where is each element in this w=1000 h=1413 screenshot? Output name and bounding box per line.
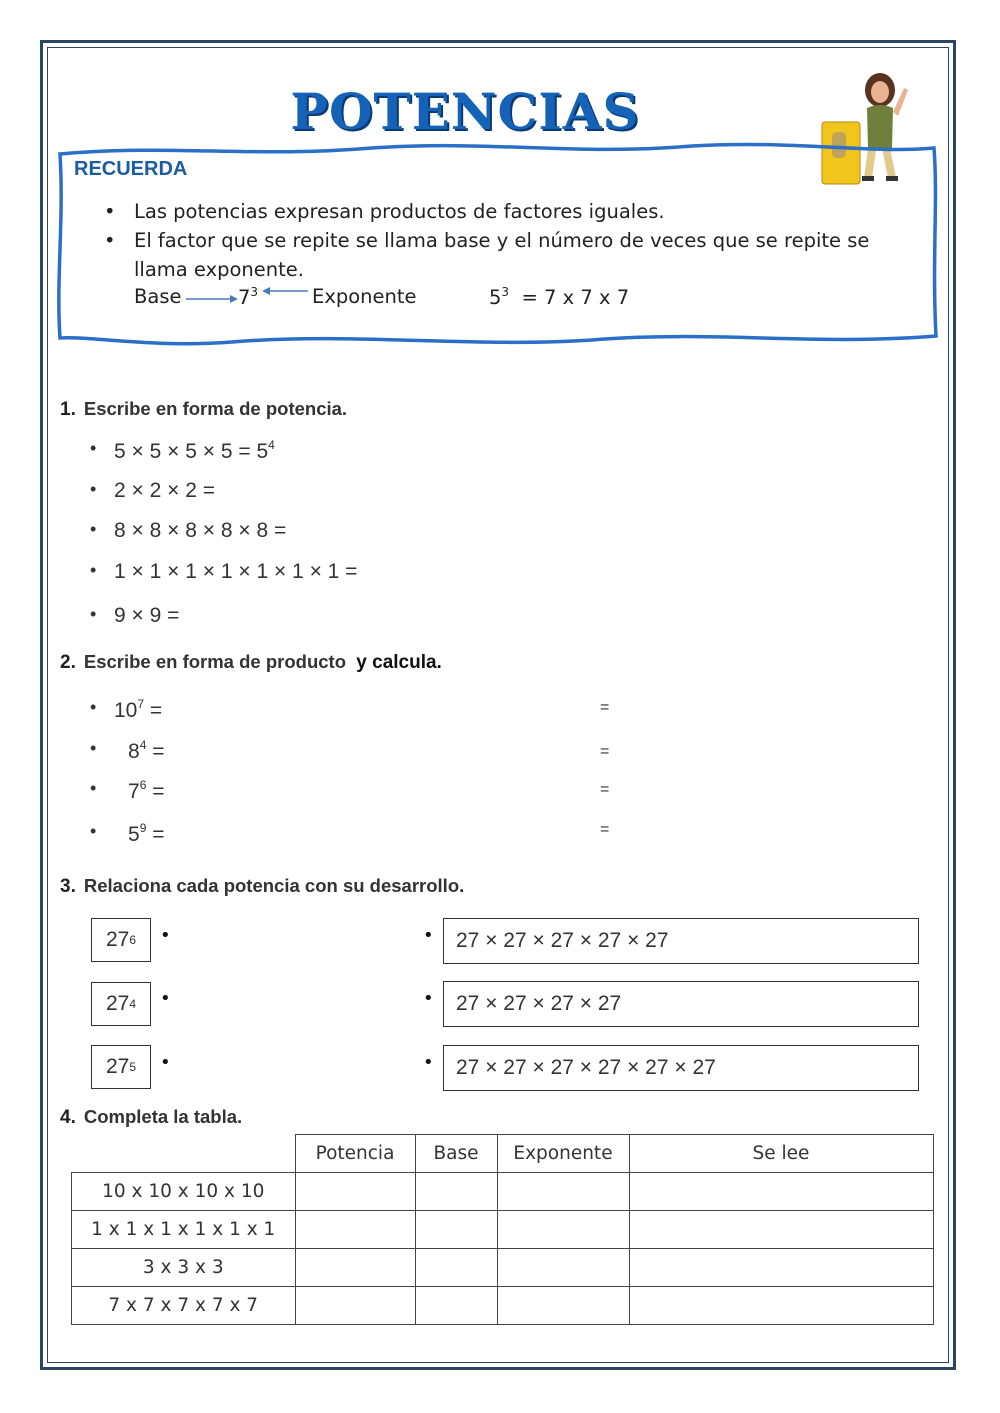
table-header-cell: Se lee [629, 1135, 933, 1173]
table-row [72, 1249, 934, 1287]
answer-cell[interactable] [295, 1249, 415, 1287]
answer-cell[interactable] [629, 1249, 933, 1287]
equals-sign: = [600, 743, 610, 760]
match-dot-left[interactable]: • [160, 925, 171, 946]
answer-cell[interactable] [497, 1287, 629, 1325]
recuerda-bullet-list [104, 197, 914, 284]
answer-cell[interactable] [497, 1211, 629, 1249]
bullet-dot-icon: • [104, 229, 116, 252]
powers-table [71, 1134, 934, 1325]
answer-cell[interactable] [497, 1173, 629, 1211]
expansion-box: 27 × 27 × 27 × 27 × 27 × 27 [443, 1045, 919, 1091]
answer-cell[interactable] [629, 1211, 933, 1249]
power-box: 27 5 [91, 1045, 151, 1089]
section-1-title: 1. Escribe en forma de potencia. [60, 398, 348, 420]
match-dot-right[interactable]: • [423, 988, 434, 1009]
base-exponent-arrows [180, 282, 320, 306]
match-dot-left[interactable]: • [160, 988, 171, 1009]
answer-cell[interactable] [295, 1211, 415, 1249]
table-header-row [72, 1135, 934, 1173]
table-header-cell: Base [415, 1135, 497, 1173]
exponent-label: Exponente [312, 285, 417, 308]
answer-cell[interactable] [629, 1287, 933, 1325]
power-box: 27 6 [91, 918, 151, 962]
answer-cell[interactable] [415, 1211, 497, 1249]
match-dot-right[interactable]: • [423, 1052, 434, 1073]
table-corner-cell [72, 1135, 296, 1173]
table-row [72, 1287, 934, 1325]
equals-sign: = [600, 781, 610, 798]
answer-cell[interactable] [295, 1287, 415, 1325]
equals-sign: = [600, 699, 610, 716]
table-row-label: 3 x 3 x 3 [72, 1249, 296, 1287]
table-row-label: 1 x 1 x 1 x 1 x 1 x 1 [72, 1211, 296, 1249]
power-box: 27 4 [91, 982, 151, 1026]
answer-cell[interactable] [415, 1249, 497, 1287]
answer-cell[interactable] [415, 1287, 497, 1325]
recuerda-bullet-text: El factor que se repite se llama base y el número de veces que se repite se llama exponente. [134, 229, 870, 281]
base-label: Base [134, 285, 182, 308]
example-expansion: $5^3 = 7$ x 7 x 7 [489, 285, 630, 309]
recuerda-bullet [104, 226, 914, 284]
answer-cell[interactable] [497, 1249, 629, 1287]
expansion-box: 27 × 27 × 27 × 27 [443, 981, 919, 1027]
expansion-box: 27 × 27 × 27 × 27 × 27 [443, 918, 919, 964]
table-header-cell: Exponente [497, 1135, 629, 1173]
answer-cell[interactable] [415, 1173, 497, 1211]
bullet-dot-icon: • [104, 200, 116, 223]
table-row-label: 10 x 10 x 10 x 10 [72, 1173, 296, 1211]
recuerda-heading: RECUERDA [74, 158, 188, 180]
match-dot-left[interactable]: • [160, 1052, 171, 1073]
table-row-label: 7 x 7 x 7 x 7 x 7 [72, 1287, 296, 1325]
page-title: POTENCIAS [290, 82, 640, 141]
equals-sign: = [600, 821, 610, 838]
example-power: $7^3$ [238, 285, 259, 309]
table-row [72, 1211, 934, 1249]
section-2-title: 2. Escribe en forma de producto y calcula. [60, 651, 442, 673]
answer-cell[interactable] [295, 1173, 415, 1211]
recuerda-bullet-text: Las potencias expresan productos de factores iguales. [134, 200, 665, 223]
table-header-cell: Potencia [295, 1135, 415, 1173]
answer-cell[interactable] [629, 1173, 933, 1211]
recuerda-bullet [104, 197, 914, 226]
section-3-title: 3. Relaciona cada potencia con su desarrollo. [60, 875, 465, 897]
table-row [72, 1173, 934, 1211]
match-dot-right[interactable]: • [423, 925, 434, 946]
section-4-title: 4. Completa la tabla. [60, 1106, 243, 1128]
